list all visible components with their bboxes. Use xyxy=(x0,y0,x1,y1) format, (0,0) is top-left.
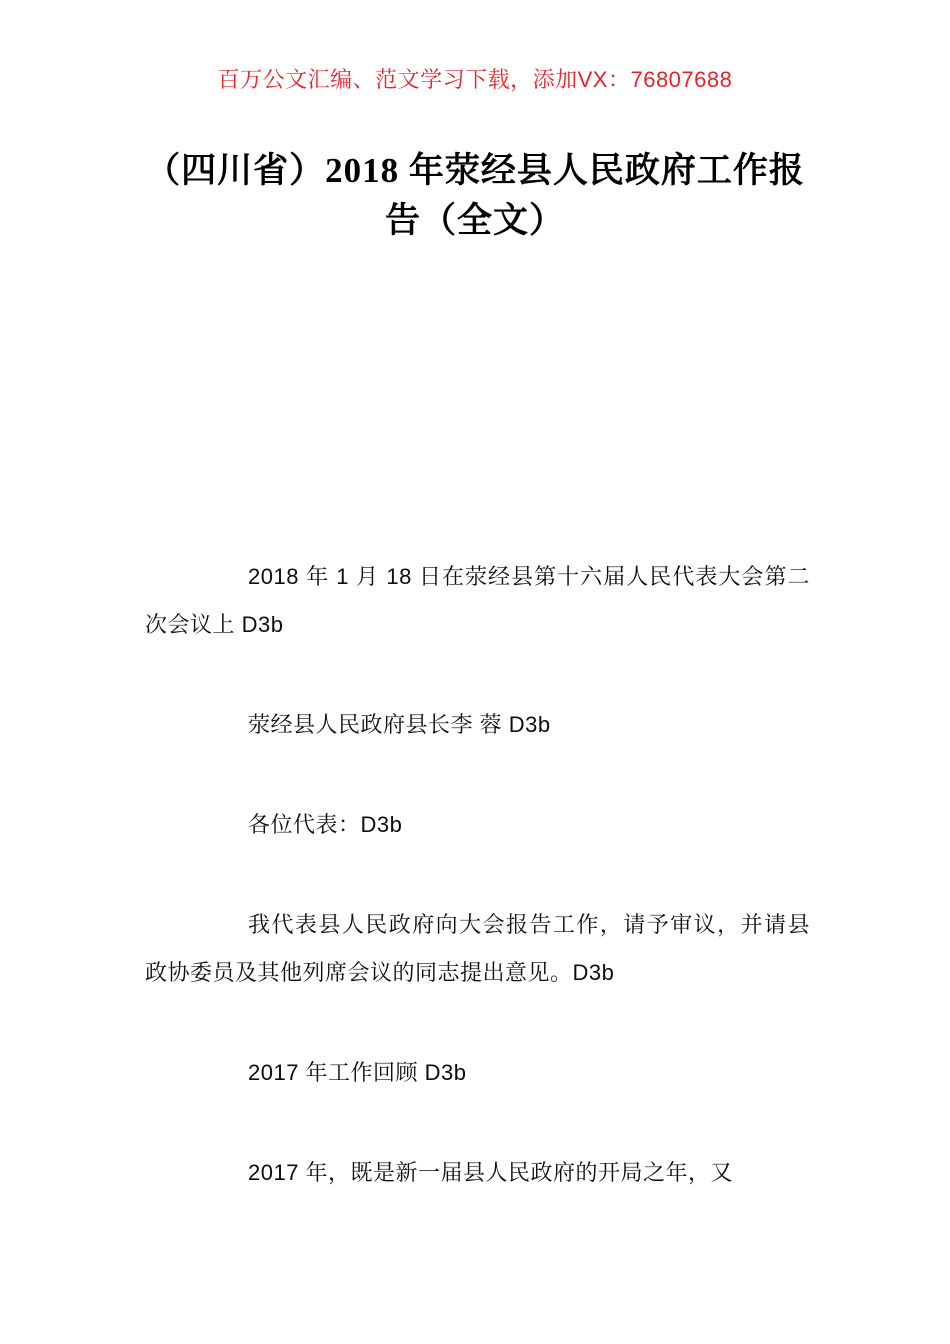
body-paragraph-salutation: 各位代表：D3b xyxy=(248,812,403,837)
header-notice-text: 百万公文汇编、范文学习下载，添加VX：76807688 xyxy=(217,67,733,92)
document-title xyxy=(0,146,950,246)
body-paragraph-speaker-line: 荥经县人民政府县长李 蓉 D3b xyxy=(248,712,551,737)
body-paragraph-date-line: 2018 年 1 月 18 日在荥经县第十六届人民代表大会第二次会议上 D3b xyxy=(145,564,810,637)
body-paragraph-opening: 2017 年，既是新一届县人民政府的开局之年，又 xyxy=(248,1160,734,1185)
document-body xyxy=(0,553,950,1197)
body-paragraph-intro: 我代表县人民政府向大会报告工作，请予审议，并请县政协委员及其他列席会议的同志提出意见。D3b xyxy=(145,912,810,985)
body-paragraph-section-heading: 2017 年工作回顾 D3b xyxy=(248,1060,467,1085)
document-title-line-2: 告（全文） xyxy=(384,201,565,240)
document-title-line-1: （四川省）2018 年荥经县人民政府工作报 xyxy=(145,151,805,190)
